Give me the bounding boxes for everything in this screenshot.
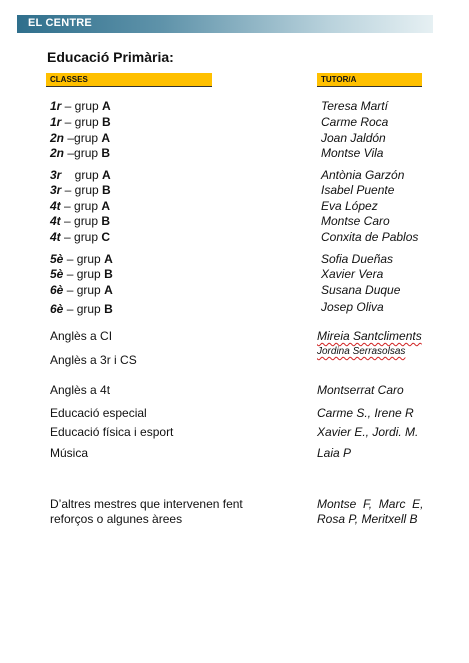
- teacher-name: Jordina Serrasolsas: [317, 346, 406, 357]
- banner-title: EL CENTRE: [28, 17, 92, 29]
- group-row: 2n –grup B Montse Vila: [50, 146, 384, 160]
- group-row: 1r – grup B Carme Roca: [50, 115, 389, 129]
- tutor-name: Montse Caro: [321, 214, 390, 228]
- group-row: 2n –grup A Joan Jaldón: [50, 131, 386, 145]
- tutor-name: Montse Vila: [321, 146, 384, 160]
- teacher-name: Montserrat Caro: [317, 383, 404, 397]
- subject-label: Educació física i esport: [50, 425, 174, 439]
- group-row: 1r – grup A Teresa Martí: [50, 99, 388, 113]
- group-row: 6è – grup B Josep Oliva: [50, 300, 384, 316]
- teacher-name: Mireia Santcliments: [317, 329, 422, 343]
- tutor-name: Joan Jaldón: [321, 131, 386, 145]
- subject-label: Anglès a 3r i CS: [50, 353, 137, 367]
- group-row: 5è – grup A Sofia Dueñas: [50, 252, 394, 266]
- other-teachers-label: D’altres mestres que intervenen fent reforços o algunes àrees: [50, 497, 243, 526]
- subject-label: Música: [50, 446, 89, 460]
- tutor-name: Eva López: [321, 199, 378, 213]
- tutor-name: Xavier Vera: [321, 267, 384, 281]
- specialist-row: [0, 329, 469, 345]
- teacher-name: Laia P: [317, 446, 352, 460]
- subject-label: Anglès a 4t: [50, 383, 111, 397]
- section-title: Educació Primària:: [47, 49, 174, 65]
- group-row: 4t – grup C Conxita de Pablos: [50, 230, 419, 244]
- subject-label: Educació especial: [50, 406, 147, 420]
- other-teachers-names: Montse F, Marc E, Rosa P, Meritxell B: [317, 497, 424, 526]
- group-row: 3r – grup B Isabel Puente: [50, 183, 395, 197]
- classes-header: CLASSES: [46, 73, 212, 87]
- teacher-name: Xavier E., Jordi. M.: [317, 425, 419, 439]
- tutor-name: Susana Duque: [321, 283, 401, 297]
- tutor-name: Carme Roca: [321, 115, 389, 129]
- tutor-name: Teresa Martí: [321, 99, 388, 113]
- specialist-row: [0, 406, 469, 422]
- subject-label: Anglès a CI: [50, 329, 113, 343]
- tutor-header: TUTOR/A: [317, 73, 422, 87]
- tutor-name: Sofia Dueñas: [321, 252, 394, 266]
- specialist-row: [0, 383, 469, 399]
- tutor-name: Josep Oliva: [321, 300, 384, 314]
- group-row: 5è – grup B Xavier Vera: [50, 267, 384, 281]
- tutor-name: Conxita de Pablos: [321, 230, 419, 244]
- specialist-row: [0, 346, 469, 367]
- group-row: 4t – grup A Eva López: [50, 199, 378, 213]
- specialist-row: [0, 425, 469, 441]
- group-row: 4t – grup B Montse Caro: [50, 214, 390, 228]
- specialist-row: [0, 446, 469, 462]
- tutor-name: Antònia Garzón: [321, 168, 405, 182]
- teacher-name: Carme S., Irene R: [317, 406, 414, 420]
- group-row: 6è – grup A Susana Duque: [50, 283, 401, 297]
- section-banner: [17, 15, 433, 33]
- group-row: 3r grup A Antònia Garzón: [50, 168, 405, 182]
- tutor-name: Isabel Puente: [321, 183, 395, 197]
